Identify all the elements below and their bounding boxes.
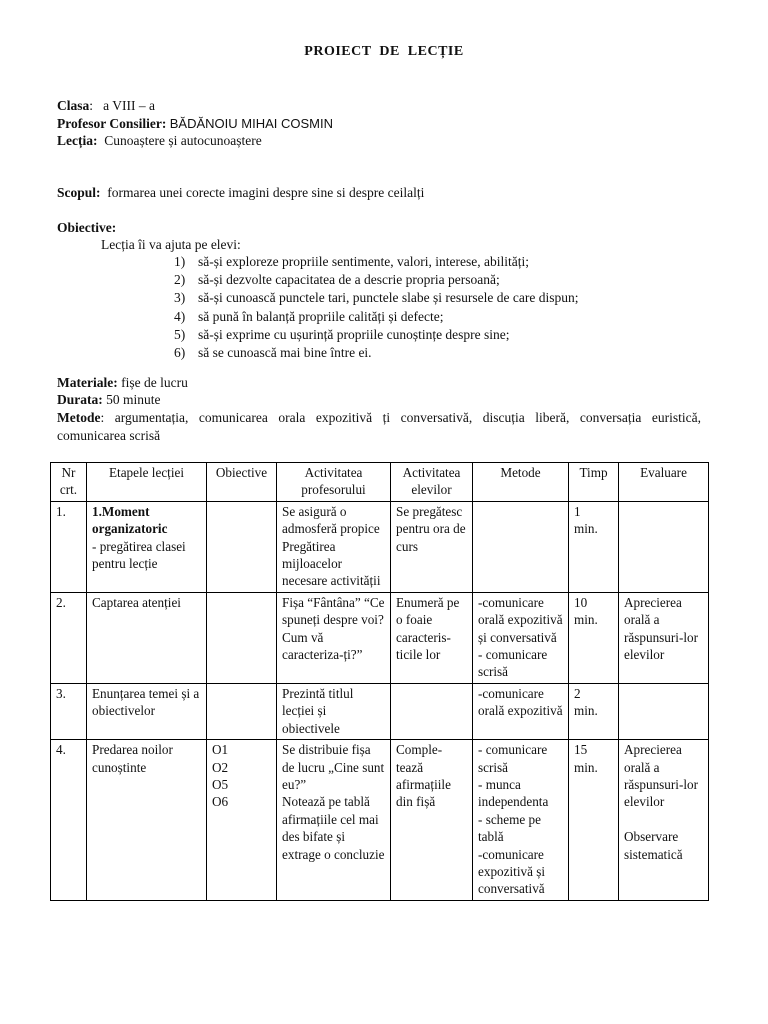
cell-activitatea-profesorului: Se asigură o admosferă propice Pregătirea mijloacelor necesare activității [277,501,391,592]
methods-value: argumentația, comunicarea orala expozitivă ți conversativă, discuția liberă, conversația euristică, comunicarea scrisă [57,410,701,443]
cell-metode: -comunicare orală expozitivă [473,683,569,739]
cell-etapa: 1.Moment organizatoric - pregătirea clasei pentru lecție [87,501,207,592]
cell-metode [473,501,569,592]
cell-evaluare: Aprecierea orală a răspunsuri-lor elevilor [619,592,709,683]
cell-timp: 15 min. [569,740,619,901]
header-activitatea-profesorului: Activitatea profesorului [277,463,391,502]
table-row [51,592,709,683]
cell-etapa: Captarea atenției [87,592,207,683]
header-activitatea-elevilor: Activitatea elevilor [391,463,473,502]
cell-activitatea-profesorului: Prezintă titlul lecției și obiectivele [277,683,391,739]
objectives-heading: Obiective: [57,220,117,235]
cell-nr: 1. [51,501,87,592]
header-obiective: Obiective [207,463,277,502]
materials-label: Materiale: [57,375,118,390]
cell-timp: 1 min. [569,501,619,592]
objective-item: 1) să-și exploreze propriile sentimente, valori, interese, abilități; [174,254,530,269]
cell-evaluare: Aprecierea orală a răspunsuri-lor elevilor Observare sistematică [619,740,709,901]
cell-activitatea-profesorului: Fișa “Fântâna” “Ce spuneți despre voi? Cum vă caracteriza-ți?” [277,592,391,683]
cell-etapa: Predarea noilor cunoștinte [87,740,207,901]
cell-obiective [207,683,277,739]
header-nr: Nr crt. [51,463,87,502]
cell-metode: - comunicare scrisă - munca independenta - scheme pe tablă -comunicare expozitivă și conversativă [473,740,569,901]
cell-evaluare [619,683,709,739]
objective-item: 5) să-și exprime cu ușurință propriile cunoștințe despre sine; [174,326,510,342]
materials-value: fișe de lucru [121,375,188,390]
lesson-line [57,132,262,150]
objective-item: 3) să-și cunoască punctele tari, punctele slabe și resursele de care dispun; [174,290,579,306]
table-row [51,740,709,901]
objective-item: 6) să se cunoască mai bine între ei. [174,345,372,361]
lesson-label: Lecția: [57,133,98,148]
cell-activitatea-elevilor: Se pregătesc pentru ora de curs [391,501,473,592]
table-row [51,683,709,739]
cell-obiective [207,501,277,592]
cell-metode: -comunicare orală expozitivă și conversativă - comunicare scrisă [473,592,569,683]
class-label: Clasa [57,98,90,113]
materials-line [57,374,188,392]
methods-paragraph: Metode: argumentația, comunicarea orala expozitivă ți conversativă, discuția liberă, conversația euristică, comunicarea scrisă [57,410,701,443]
cell-activitatea-elevilor: Enumeră pe o foaie caracteris-ticile lor [391,592,473,683]
scope-label: Scopul: [57,185,101,200]
cell-nr: 2. [51,592,87,683]
scope-line [57,184,424,202]
class-line: Clasa: a VIII – a [57,98,156,113]
header-timp: Timp [569,463,619,502]
header-evaluare: Evaluare [619,463,709,502]
duration-label: Durata: [57,392,103,407]
objective-item: 2) să-și dezvolte capacitatea de a descrie propria persoană; [174,272,500,288]
cell-nr: 4. [51,740,87,901]
methods-label: Metode [57,410,101,425]
table-row [51,501,709,592]
scope-value: formarea unei corecte imagini despre sine si despre ceilalți [107,185,425,200]
cell-activitatea-profesorului: Se distribuie fișa de lucru „Cine sunt eu?” Notează pe tablă afirmațiile cel mai des bifate și extrage o concluzie [277,740,391,901]
cell-obiective [207,592,277,683]
cell-activitatea-elevilor: Comple-tează afirmațiile din fișă [391,740,473,901]
duration-value: 50 minute [106,392,161,407]
document-title: PROIECT DE LECȚIE [304,44,464,59]
cell-etapa: Enunțarea temei și a obiectivelor [87,683,207,739]
cell-activitatea-elevilor [391,683,473,739]
class-value: a VIII – a [103,98,156,113]
lesson-value: Cunoaștere și autocunoaștere [104,133,262,148]
header-etape: Etapele lecției [87,463,207,502]
teacher-name: BĂDĂNOIU MIHAI COSMIN [169,116,333,131]
header-metode: Metode [473,463,569,502]
cell-nr: 3. [51,683,87,739]
teacher-label: Profesor Consilier: [57,116,167,131]
duration-line [57,391,161,409]
cell-obiective: O1 O2 O5 O6 [207,740,277,901]
objective-item: 4) să pună în balanță propriile calități și defecte; [174,308,444,324]
cell-evaluare [619,501,709,592]
cell-timp: 2 min. [569,683,619,739]
objectives-list [174,253,578,362]
teacher-line [57,115,333,133]
objectives-intro: Lecția îi va ajuta pe elevi: [101,237,241,252]
cell-timp: 10 min. [569,592,619,683]
table-header-row [51,463,709,502]
lesson-plan-table [50,462,709,901]
